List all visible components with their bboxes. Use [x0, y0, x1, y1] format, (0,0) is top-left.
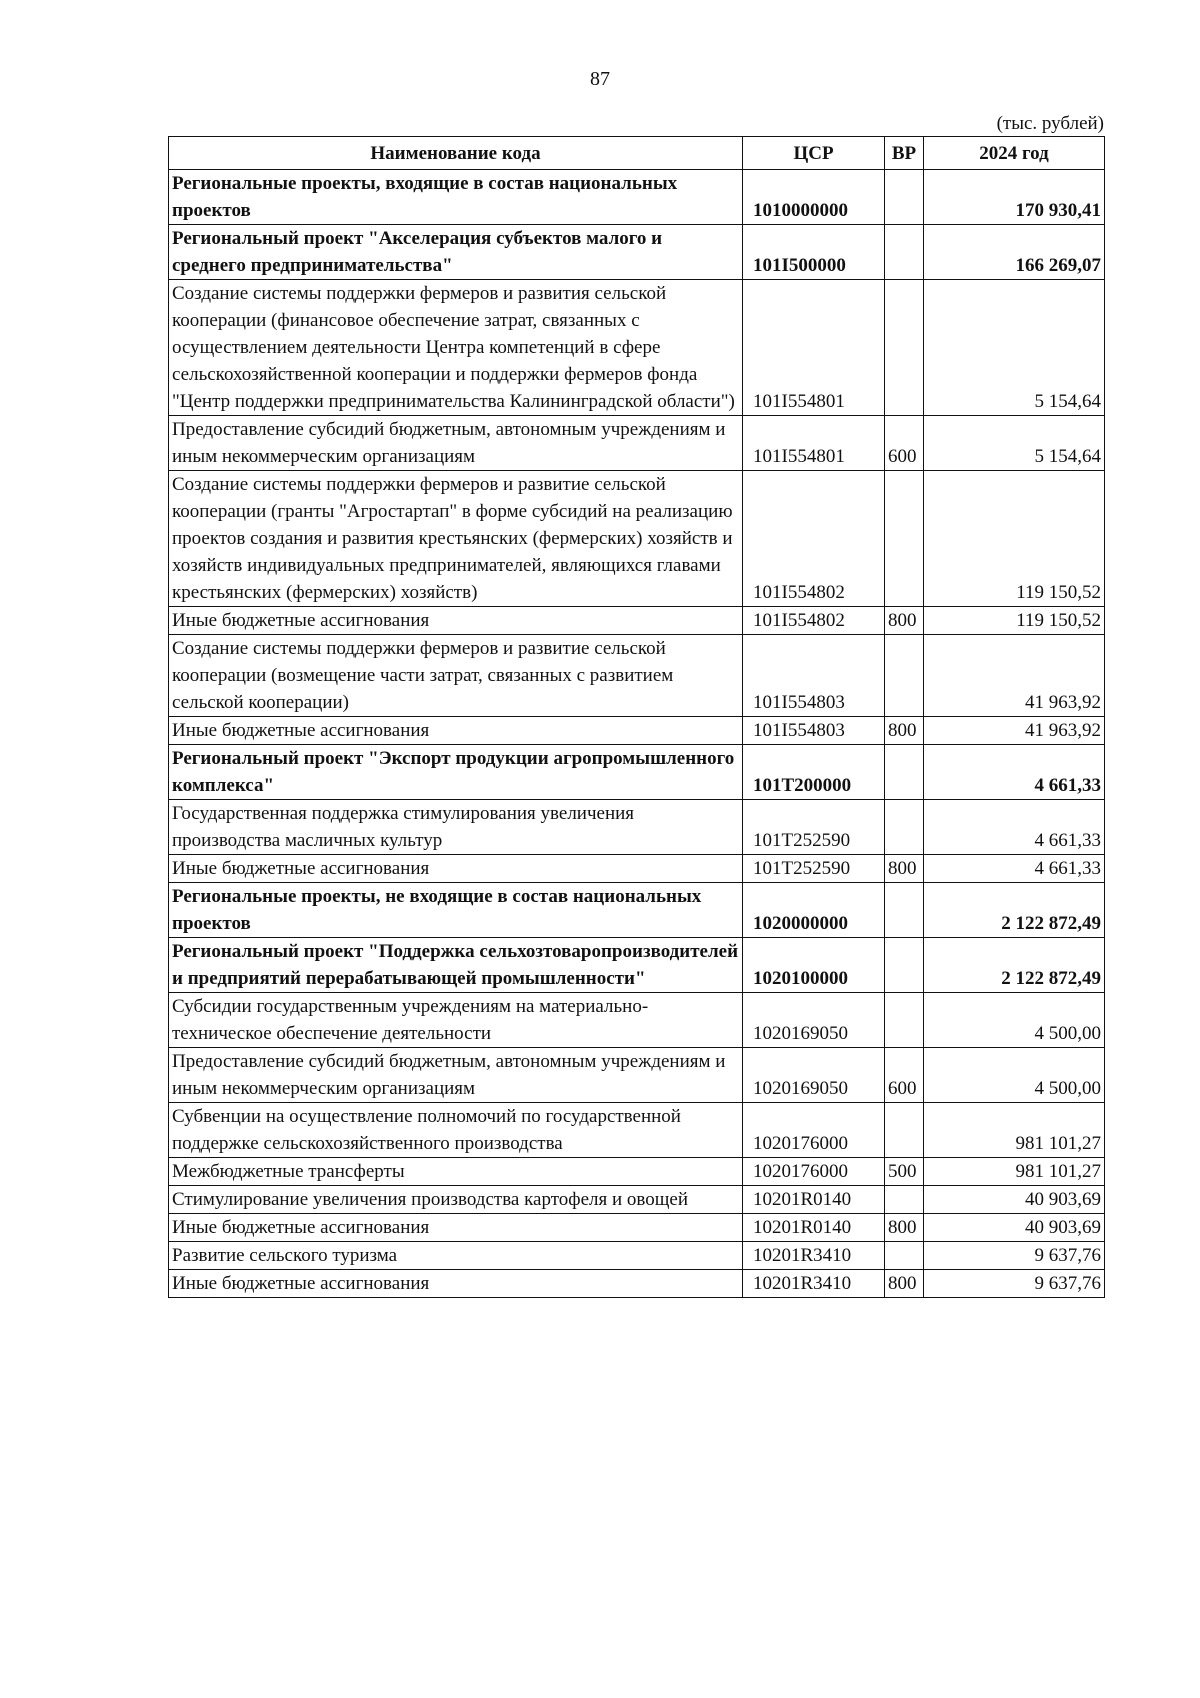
- cell-vr: [885, 883, 924, 938]
- cell-vr: [885, 1186, 924, 1214]
- cell-name: Региональные проекты, не входящие в состав национальных проектов: [169, 883, 743, 938]
- cell-csr: 101I554803: [743, 717, 885, 745]
- cell-amount: 170 930,41: [924, 170, 1105, 225]
- table-row: [169, 1186, 1105, 1214]
- cell-csr: 1020176000: [743, 1158, 885, 1186]
- cell-vr: 800: [885, 1214, 924, 1242]
- cell-amount: 166 269,07: [924, 225, 1105, 280]
- cell-name: Иные бюджетные ассигнования: [169, 855, 743, 883]
- cell-amount: 40 903,69: [924, 1186, 1105, 1214]
- table-header-row: [169, 137, 1105, 170]
- cell-csr: 10201R3410: [743, 1242, 885, 1270]
- cell-amount: 40 903,69: [924, 1214, 1105, 1242]
- cell-name: Стимулирование увеличения производства картофеля и овощей: [169, 1186, 743, 1214]
- cell-amount: 119 150,52: [924, 471, 1105, 607]
- table-row: [169, 855, 1105, 883]
- cell-name: Создание системы поддержки фермеров и развития сельской кооперации (финансовое обеспечение затрат, связанных с осуществлением деятельности Центра компетенций в сфере сельскохозяйственной кооперации и поддержки фермеров фонда "Центр поддержки предпринимательства Калининградской области"): [169, 280, 743, 416]
- cell-csr: 1020100000: [743, 938, 885, 993]
- cell-name: Создание системы поддержки фермеров и развитие сельской кооперации (гранты "Агростартап" в форме субсидий на реализацию проектов создания и развития крестьянских (фермерских) хозяйств и хозяйств индивидуальных предпринимателей, являющихся главами крестьянских (фермерских) хозяйств): [169, 471, 743, 607]
- cell-vr: [885, 1242, 924, 1270]
- cell-name: Развитие сельского туризма: [169, 1242, 743, 1270]
- cell-csr: 1020169050: [743, 993, 885, 1048]
- table-row: [169, 993, 1105, 1048]
- table-row: [169, 1270, 1105, 1298]
- cell-amount: 4 661,33: [924, 745, 1105, 800]
- budget-table: [168, 136, 1105, 1298]
- cell-vr: [885, 225, 924, 280]
- table-row: [169, 800, 1105, 855]
- table-body: [169, 170, 1105, 1298]
- table-row: [169, 717, 1105, 745]
- table-row: [169, 1048, 1105, 1103]
- cell-vr: [885, 280, 924, 416]
- header-name: Наименование кода: [169, 137, 743, 170]
- table-row: [169, 883, 1105, 938]
- cell-vr: [885, 993, 924, 1048]
- cell-vr: [885, 800, 924, 855]
- cell-amount: 981 101,27: [924, 1158, 1105, 1186]
- cell-name: Иные бюджетные ассигнования: [169, 1270, 743, 1298]
- cell-amount: 981 101,27: [924, 1103, 1105, 1158]
- cell-amount: 5 154,64: [924, 416, 1105, 471]
- cell-name: Предоставление субсидий бюджетным, автономным учреждениям и иным некоммерческим организациям: [169, 1048, 743, 1103]
- cell-vr: [885, 745, 924, 800]
- cell-amount: 119 150,52: [924, 607, 1105, 635]
- cell-csr: 1020000000: [743, 883, 885, 938]
- table-row: [169, 938, 1105, 993]
- table-row: [169, 1158, 1105, 1186]
- cell-name: Межбюджетные трансферты: [169, 1158, 743, 1186]
- units-note: (тыс. рублей): [996, 113, 1104, 134]
- table-row: [169, 471, 1105, 607]
- cell-csr: 1020169050: [743, 1048, 885, 1103]
- cell-amount: 4 661,33: [924, 855, 1105, 883]
- cell-name: Региональный проект "Экспорт продукции агропромышленного комплекса": [169, 745, 743, 800]
- cell-vr: 800: [885, 1270, 924, 1298]
- cell-name: Субсидии государственным учреждениям на материально-техническое обеспечение деятельности: [169, 993, 743, 1048]
- cell-csr: 101T252590: [743, 855, 885, 883]
- cell-vr: 600: [885, 416, 924, 471]
- cell-name: Региональный проект "Поддержка сельхозтоваропроизводителей и предприятий перерабатывающей промышленности": [169, 938, 743, 993]
- cell-amount: 4 500,00: [924, 993, 1105, 1048]
- cell-csr: 10201R3410: [743, 1270, 885, 1298]
- table-row: [169, 280, 1105, 416]
- header-csr: ЦСР: [743, 137, 885, 170]
- page-number: 87: [590, 68, 610, 90]
- cell-name: Региональные проекты, входящие в состав национальных проектов: [169, 170, 743, 225]
- table-row: [169, 170, 1105, 225]
- cell-csr: 101I554802: [743, 471, 885, 607]
- cell-vr: 500: [885, 1158, 924, 1186]
- cell-csr: 101I500000: [743, 225, 885, 280]
- cell-vr: [885, 170, 924, 225]
- cell-name: Иные бюджетные ассигнования: [169, 1214, 743, 1242]
- cell-vr: 800: [885, 717, 924, 745]
- cell-csr: 101I554802: [743, 607, 885, 635]
- header-vr: ВР: [885, 137, 924, 170]
- cell-name: Региональный проект "Акселерация субъектов малого и среднего предпринимательства": [169, 225, 743, 280]
- cell-csr: 10201R0140: [743, 1186, 885, 1214]
- table-row: [169, 607, 1105, 635]
- header-year: 2024 год: [924, 137, 1105, 170]
- cell-amount: 2 122 872,49: [924, 883, 1105, 938]
- cell-vr: 600: [885, 1048, 924, 1103]
- cell-vr: 800: [885, 607, 924, 635]
- cell-amount: 4 661,33: [924, 800, 1105, 855]
- cell-vr: [885, 471, 924, 607]
- cell-name: Создание системы поддержки фермеров и развитие сельской кооперации (возмещение части затрат, связанных с развитием сельской кооперации): [169, 635, 743, 717]
- cell-amount: 9 637,76: [924, 1270, 1105, 1298]
- cell-vr: 800: [885, 855, 924, 883]
- cell-amount: 9 637,76: [924, 1242, 1105, 1270]
- cell-csr: 101T252590: [743, 800, 885, 855]
- cell-csr: 101I554803: [743, 635, 885, 717]
- table-row: [169, 416, 1105, 471]
- cell-csr: 10201R0140: [743, 1214, 885, 1242]
- cell-amount: 4 500,00: [924, 1048, 1105, 1103]
- cell-amount: 2 122 872,49: [924, 938, 1105, 993]
- cell-csr: 1010000000: [743, 170, 885, 225]
- cell-name: Иные бюджетные ассигнования: [169, 717, 743, 745]
- cell-csr: 101I554801: [743, 280, 885, 416]
- table-row: [169, 1214, 1105, 1242]
- table-row: [169, 1242, 1105, 1270]
- cell-csr: 1020176000: [743, 1103, 885, 1158]
- cell-csr: 101I554801: [743, 416, 885, 471]
- cell-vr: [885, 635, 924, 717]
- cell-amount: 5 154,64: [924, 280, 1105, 416]
- cell-csr: 101T200000: [743, 745, 885, 800]
- table-row: [169, 635, 1105, 717]
- table-row: [169, 1103, 1105, 1158]
- cell-name: Государственная поддержка стимулирования увеличения производства масличных культур: [169, 800, 743, 855]
- cell-name: Субвенции на осуществление полномочий по государственной поддержке сельскохозяйственного производства: [169, 1103, 743, 1158]
- cell-amount: 41 963,92: [924, 635, 1105, 717]
- cell-vr: [885, 938, 924, 993]
- table-row: [169, 745, 1105, 800]
- cell-amount: 41 963,92: [924, 717, 1105, 745]
- cell-vr: [885, 1103, 924, 1158]
- table-row: [169, 225, 1105, 280]
- cell-name: Предоставление субсидий бюджетным, автономным учреждениям и иным некоммерческим организациям: [169, 416, 743, 471]
- cell-name: Иные бюджетные ассигнования: [169, 607, 743, 635]
